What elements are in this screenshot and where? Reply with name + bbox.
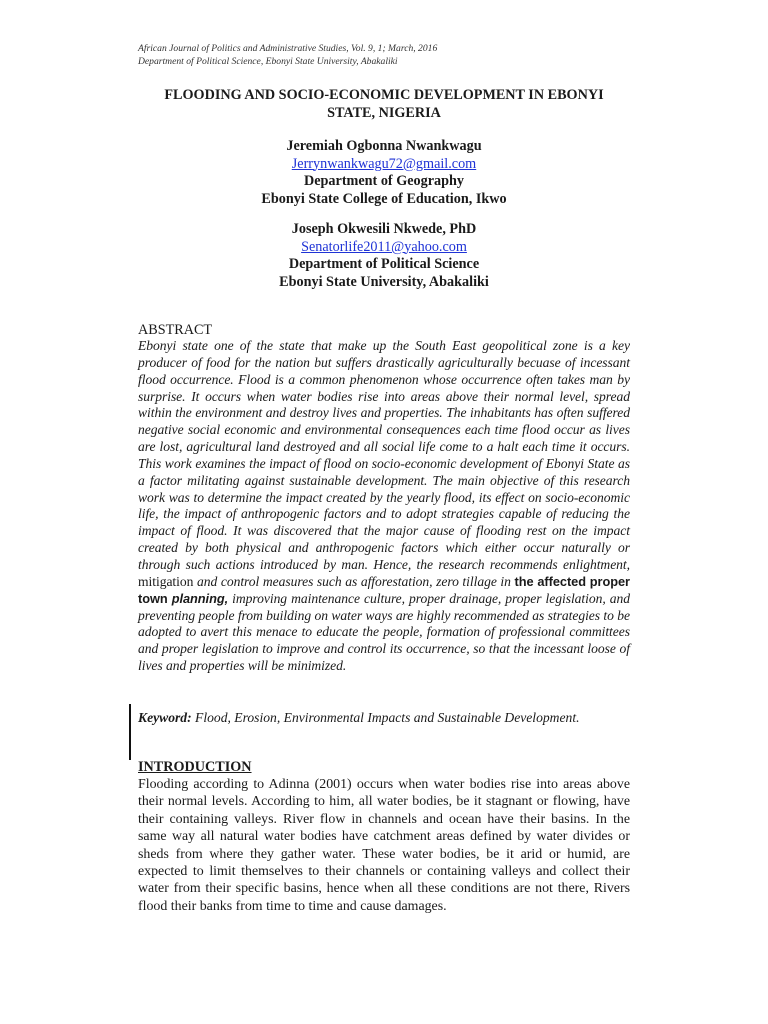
author-institution: Ebonyi State University, Abakaliki [279,273,489,290]
author-block-1 [120,138,648,208]
intro-line: water from their specific basins, hence when all these conditions are not there, Rivers [138,881,630,897]
intro-line: same way all natural water bodies have catchment areas defined by water divides or [138,829,630,845]
author-name: Joseph Okwesili Nkwede, PhD [291,221,477,237]
abstract-bold-italic-phrase: planning, [171,590,229,606]
author-name: Jeremiah Ogbonna Nwankwagu [286,138,482,154]
author-department: Department of Political Science [288,256,480,273]
abstract-text-4: improving maintenance culture, proper drainage, proper legislation, and preventing people from building on water ways are highly recommended as strategies to be adopted to avert this menace to educate the people, formation of professional committees and proper legislation to improve and control its occurrence, so that the incessant loose of lives and properties will be minimized. [138,590,630,674]
abstract-text-3: and control measures such as afforestation, zero tillage in [193,573,515,589]
intro-line: Flooding according to Adinna (2001) occurs when water bodies rise into areas above [138,777,630,792]
running-head [138,42,437,68]
text-cursor-bar [129,704,131,760]
abstract-bold-phrase: the affected proper town [138,573,630,606]
title-line-2: STATE, NIGERIA [327,105,441,121]
journal-department: Department of Political Science, Ebonyi State University, Abakaliki [138,56,398,67]
intro-line: their normal levels. According to him, all water bodies, be it stagnant or flowing, have [138,794,630,810]
introduction-body [138,776,630,915]
introduction-heading: INTRODUCTION [138,759,252,775]
keywords-line [138,709,580,726]
abstract-text-1: Ebonyi state one of the state that make up the South East geopolitical zone is a key producer of food for the nation but suffers drastically agriculturally becuase of incessant flood occurrence. Flood is a common phenomenon whose occurrence often takes man by surprise. It occurs when water bodies rise into areas above their normal level, spread within the environment and destroy lives and properties. The inhabitants has often suffered negative social economic and environmental consequences each time flood occur as lives are lost, agricultural land destroyed and all social life come to a halt each time it occurs. This work examines the impact of flood on socio-economic development of Ebonyi State as a factor militating against sustainable development. The main objective of this research work was to determine the impact created by the yearly flood, its effect on socio-economic life, the impact of anthropogenic factors and to adopt strategies capable of reducing the impact of flood. It was discovered that the major cause of flooding rest on the impact created by both physical and anthropogenic factors which either occur naturally or through such actions introduced by man. Hence, the research recommends enlightment, [138,338,630,572]
author-block-2 [120,221,648,291]
intro-line: flood their banks from time to time and cause damages. [138,898,447,914]
intro-line: their containing valleys. River flow in channels and ocean have their basins. In the [138,811,630,827]
intro-line: expected to limit themselves to their channels or containing valleys and collect their [138,864,630,880]
author-email-link[interactable]: Jerrynwankwagu72@gmail.com [291,155,477,172]
author-department: Department of Geography [304,173,464,190]
abstract-heading: ABSTRACT [138,322,213,338]
abstract-text-2: mitigation [138,573,194,589]
journal-citation: African Journal of Politics and Administrative Studies, Vol. 9, 1; March, 2016 [138,43,438,54]
paper-title [120,86,648,122]
abstract-body [138,338,630,675]
author-institution: Ebonyi State College of Education, Ikwo [261,190,507,207]
keywords-label: Keyword: [138,710,192,725]
title-line-1: FLOODING AND SOCIO-ECONOMIC DEVELOPMENT IN EBONYI [164,87,604,103]
keywords-text: Flood, Erosion, Environmental Impacts and Sustainable Development. [191,710,580,725]
author-email-link[interactable]: Senatorlife2011@yahoo.com [301,238,467,255]
intro-line: sheds from where they gather water. These water bodies, be it arid or humid, are [138,846,630,862]
